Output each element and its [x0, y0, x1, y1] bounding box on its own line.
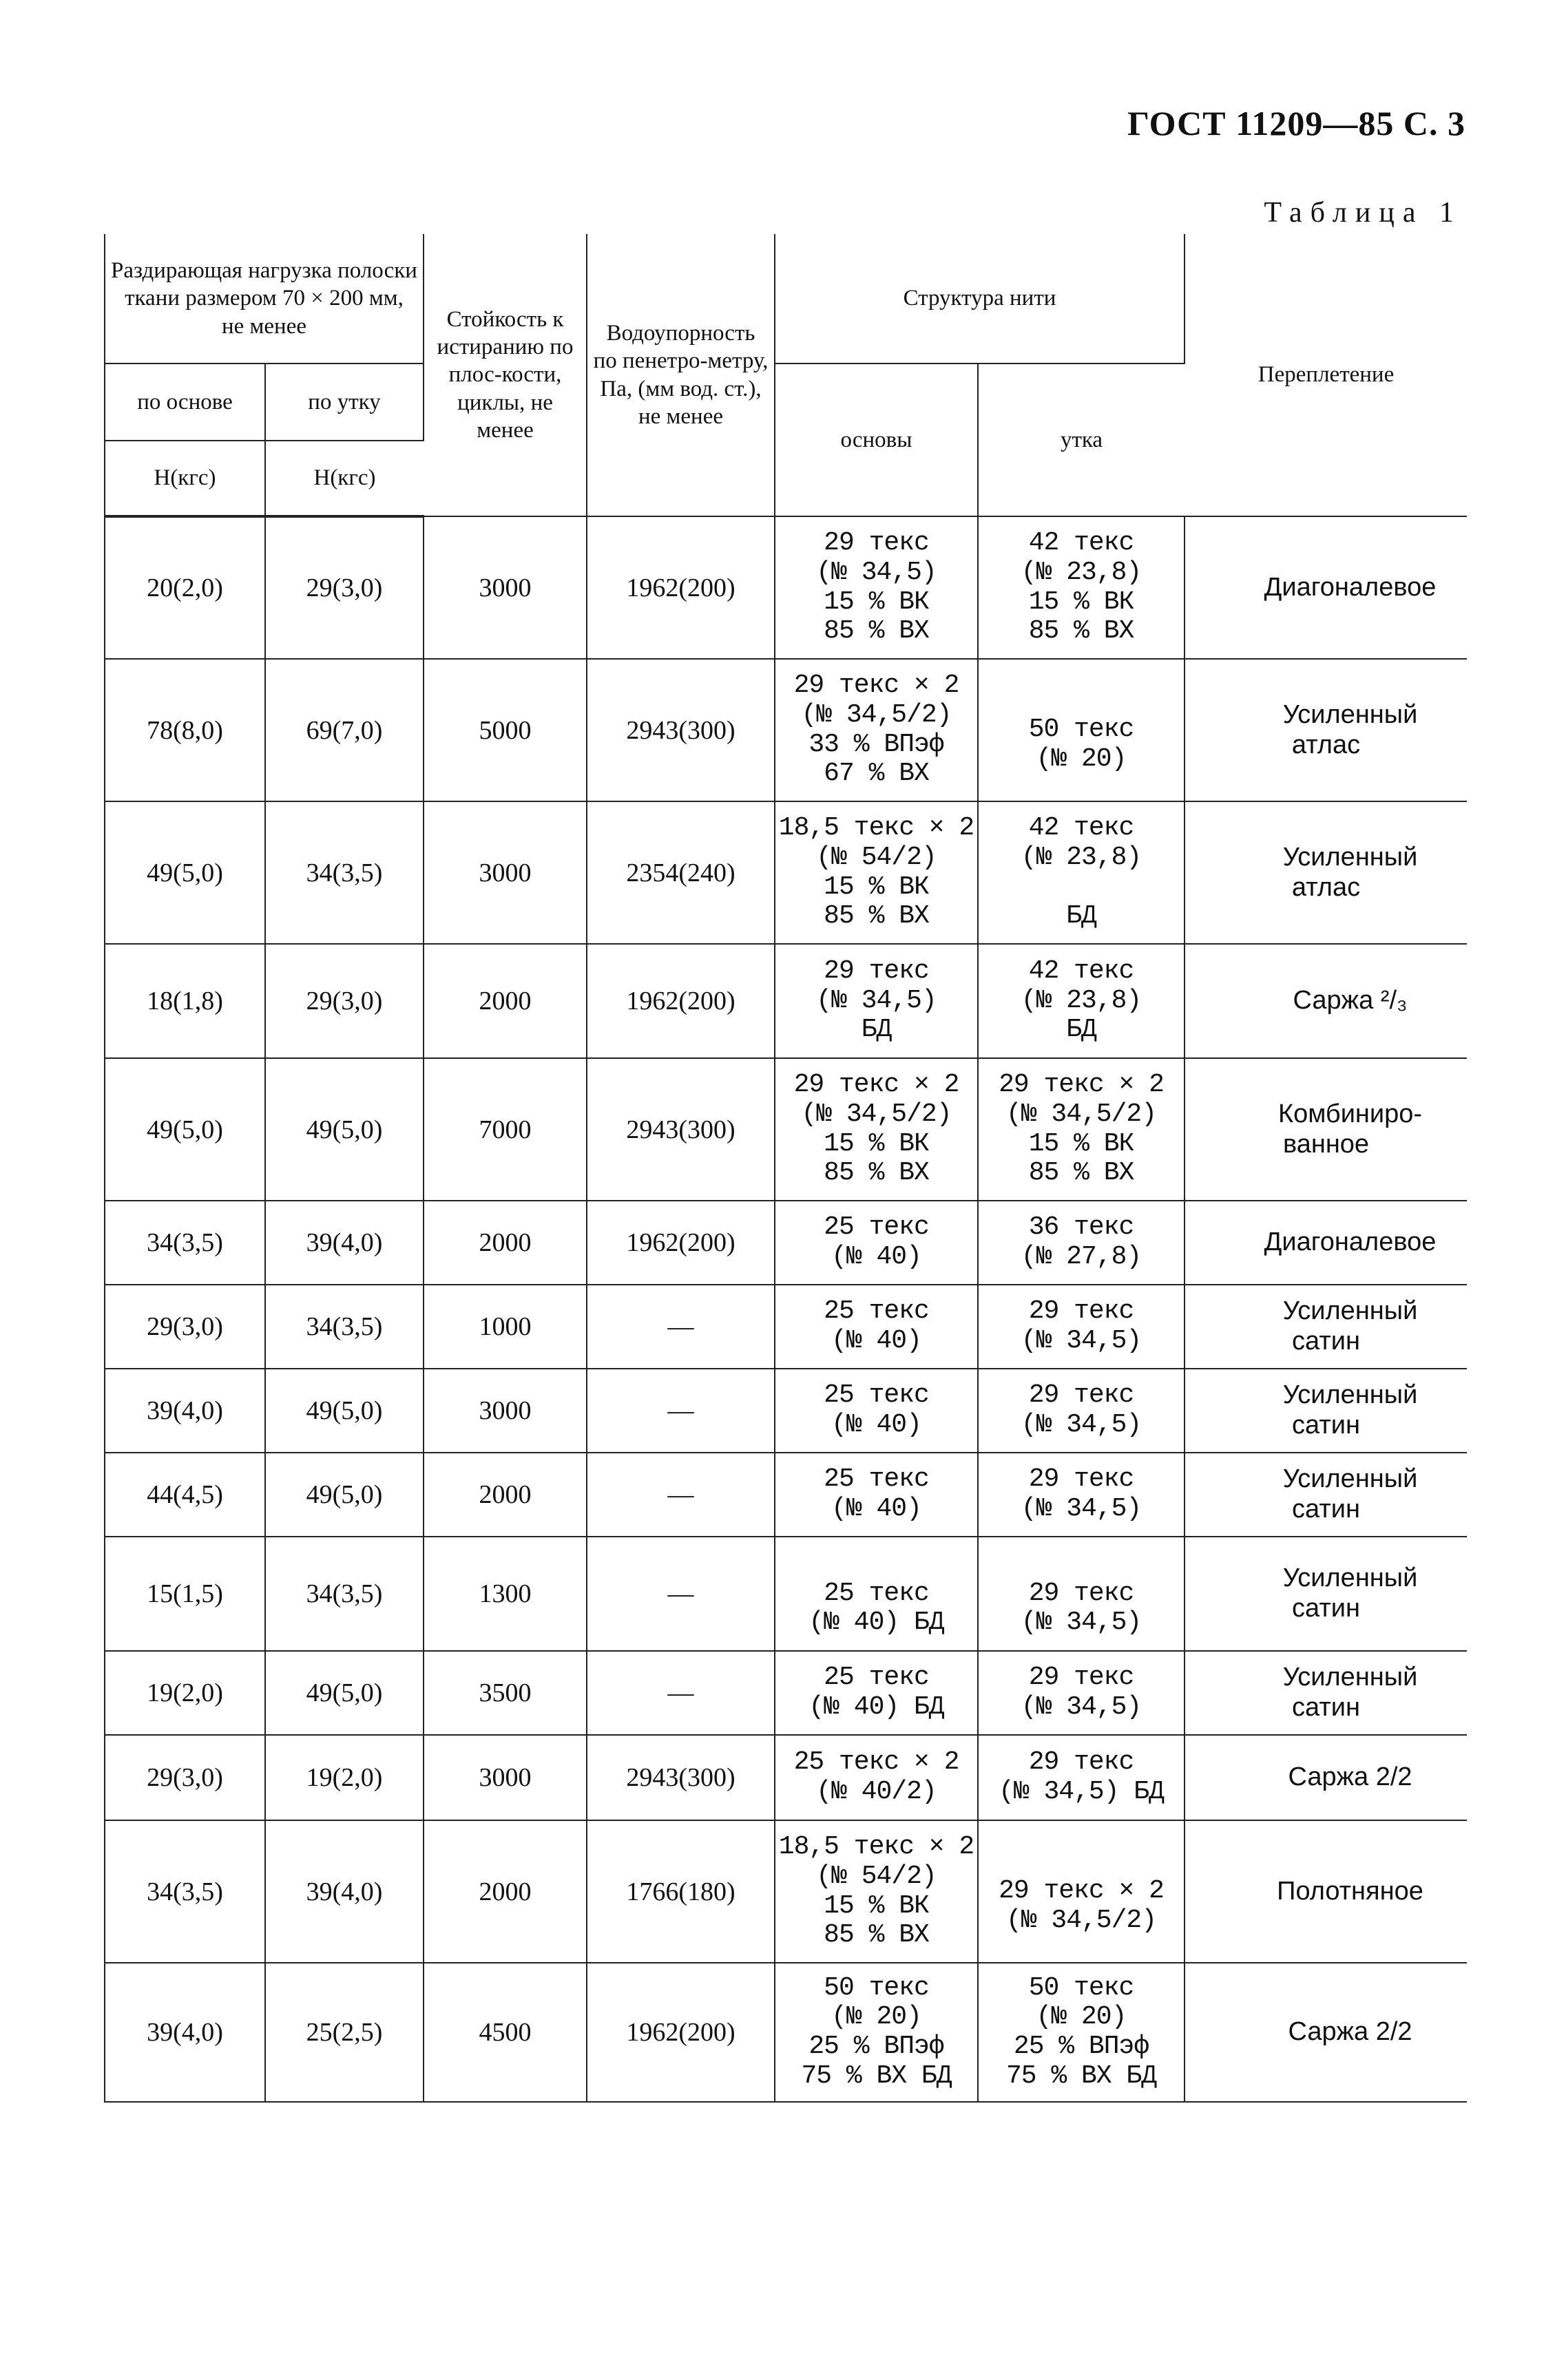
cell-line: Саржа ²/₃ — [1293, 986, 1408, 1015]
cell-weft-load: 39(4,0) — [265, 1820, 424, 1963]
cell-yarn-weft — [978, 801, 1184, 944]
cell-water-resistance: 2943(300) — [587, 1735, 775, 1820]
cell-line: 29 текс — [1028, 1663, 1134, 1693]
cell-yarn-weft — [978, 1285, 1184, 1369]
cell-abrasion: 3500 — [424, 1651, 587, 1735]
cell-weft-load: 34(3,5) — [265, 1285, 424, 1369]
cell-line: Саржа 2/2 — [1288, 2017, 1412, 2047]
cell-yarn-warp — [775, 1201, 978, 1285]
cell-line: 15 % ВК — [1028, 587, 1134, 617]
cell-line: Усиленный — [1282, 842, 1418, 872]
cell-warp-load: 15(1,5) — [105, 1537, 265, 1651]
header-yarn-weft: утка — [978, 364, 1184, 516]
cell-yarn-warp — [775, 1058, 978, 1201]
cell-yarn-weft — [978, 1537, 1184, 1651]
cell-line: Саржа 2/2 — [1288, 1762, 1412, 1792]
header-weft: по утку — [265, 364, 424, 441]
cell-weave — [1184, 1651, 1467, 1735]
margin-cell — [72, 1651, 105, 1735]
cell-line: (№ 40) — [831, 1494, 921, 1524]
cell-weft-load: 49(5,0) — [265, 1369, 424, 1453]
cell-line: 29 текс — [824, 956, 929, 987]
margin-cell — [72, 1058, 105, 1201]
table-row — [72, 801, 1467, 944]
cell-water-resistance: — — [587, 1651, 775, 1735]
cell-line: 42 текс — [1028, 813, 1134, 843]
cell-water-resistance: 1766(180) — [587, 1820, 775, 1963]
cell-weft-load: 49(5,0) — [265, 1453, 424, 1537]
cell-line — [979, 1848, 1184, 1877]
table-row — [72, 1963, 1467, 2102]
cell-yarn-warp — [775, 1820, 978, 1963]
cell-weft-load: 29(3,0) — [265, 516, 424, 659]
cell-yarn-weft — [978, 516, 1184, 659]
cell-line: (№ 34,5) — [1021, 1692, 1142, 1722]
cell-line: (№ 34,5) — [816, 557, 937, 587]
cell-line: (№ 34,5/2) — [801, 699, 952, 730]
cell-line: 25 текс — [824, 1663, 929, 1693]
margin-cell — [72, 801, 105, 944]
cell-warp-load: 20(2,0) — [105, 516, 265, 659]
cell-abrasion: 2000 — [424, 944, 587, 1058]
cell-line — [979, 873, 1184, 903]
margin-cell — [72, 944, 105, 1058]
cell-line: 25 текс — [824, 1380, 929, 1411]
cell-weave — [1184, 1369, 1467, 1453]
cell-line: (№ 40) БД — [808, 1608, 944, 1638]
cell-yarn-warp — [775, 1369, 978, 1453]
cell-line: сатин — [1292, 1327, 1360, 1356]
cell-weft-load: 69(7,0) — [265, 659, 424, 801]
cell-yarn-warp — [775, 1963, 978, 2102]
cell-abrasion: 3000 — [424, 1369, 587, 1453]
cell-abrasion: 2000 — [424, 1201, 587, 1285]
cell-line: 42 текс — [1028, 956, 1134, 987]
cell-line: (№ 23,8) — [1021, 985, 1142, 1015]
margin-cell — [72, 1537, 105, 1651]
cell-yarn-warp — [775, 944, 978, 1058]
cell-weft-load: 34(3,5) — [265, 1537, 424, 1651]
cell-line: 29 текс — [1028, 1380, 1134, 1411]
cell-weave — [1184, 516, 1467, 659]
cell-water-resistance: — — [587, 1369, 775, 1453]
header-weave: Переплетение — [1184, 234, 1467, 516]
cell-abrasion: 3000 — [424, 516, 587, 659]
cell-yarn-weft — [978, 659, 1184, 801]
cell-line: 85 % ВХ — [824, 616, 929, 646]
cell-yarn-weft — [978, 1453, 1184, 1537]
cell-line: (№ 34,5) — [1021, 1608, 1142, 1638]
cell-line: 42 текс — [1028, 528, 1134, 558]
cell-line: 85 % ВХ — [824, 901, 929, 931]
blank-margin-col — [72, 234, 105, 516]
cell-abrasion: 1300 — [424, 1537, 587, 1651]
header-unit-warp: Н(кгс) — [105, 441, 265, 516]
cell-line: Усиленный — [1282, 1663, 1418, 1692]
cell-yarn-weft — [978, 1735, 1184, 1820]
cell-weave — [1184, 1058, 1467, 1201]
cell-line: 29 текс × 2 — [999, 1070, 1164, 1100]
cell-line: 25 текс × 2 — [793, 1747, 959, 1778]
cell-line: 75 % ВХ БД — [801, 2061, 952, 2091]
cell-yarn-warp — [775, 1285, 978, 1369]
cell-line: (№ 23,8) — [1021, 842, 1142, 872]
cell-line: (№ 34,5) — [1021, 1326, 1142, 1356]
margin-cell — [72, 516, 105, 659]
cell-line: (№ 23,8) — [1021, 557, 1142, 587]
cell-line: 29 текс — [1028, 1296, 1134, 1327]
cell-yarn-weft — [978, 1651, 1184, 1735]
cell-line: Комбиниро- — [1277, 1099, 1423, 1128]
table-row — [72, 1651, 1467, 1735]
margin-cell — [72, 1369, 105, 1453]
cell-line: (№ 54/2) — [816, 1861, 937, 1891]
cell-water-resistance: 2354(240) — [587, 801, 775, 944]
cell-line — [775, 1550, 977, 1579]
cell-line: 85 % ВХ — [1028, 1158, 1134, 1188]
cell-abrasion: 7000 — [424, 1058, 587, 1201]
cell-line: (№ 40) — [831, 1242, 921, 1272]
cell-line: 29 текс — [824, 528, 929, 558]
cell-line: (№ 20) — [831, 2002, 921, 2032]
table-row — [72, 1735, 1467, 1820]
cell-warp-load: 29(3,0) — [105, 1735, 265, 1820]
cell-line: 25 % ВПэф — [808, 2032, 944, 2061]
cell-line: Усиленный — [1282, 1464, 1418, 1494]
cell-water-resistance: 1962(200) — [587, 1963, 775, 2102]
cell-line: 85 % ВХ — [824, 1920, 929, 1950]
cell-warp-load: 39(4,0) — [105, 1369, 265, 1453]
cell-yarn-weft — [978, 1963, 1184, 2102]
cell-line: Усиленный — [1282, 699, 1418, 729]
cell-weave — [1184, 1735, 1467, 1820]
margin-cell — [72, 1285, 105, 1369]
table-row — [72, 516, 1467, 659]
cell-weave — [1184, 1453, 1467, 1537]
cell-weft-load: 49(5,0) — [265, 1651, 424, 1735]
table-caption: Таблица 1 — [1264, 197, 1462, 229]
cell-yarn-warp — [775, 659, 978, 801]
table-row — [72, 1201, 1467, 1285]
cell-yarn-weft — [978, 1369, 1184, 1453]
cell-water-resistance: 1962(200) — [587, 516, 775, 659]
header-warp: по основе — [105, 364, 265, 441]
table-row — [72, 1453, 1467, 1537]
cell-abrasion: 1000 — [424, 1285, 587, 1369]
cell-line: (№ 40) — [831, 1326, 921, 1356]
cell-line — [979, 1550, 1184, 1579]
cell-line: (№ 40) БД — [808, 1692, 944, 1722]
cell-line: 67 % ВХ — [824, 759, 929, 789]
cell-line: (№ 40/2) — [816, 1777, 937, 1807]
cell-line: БД — [861, 1015, 892, 1045]
cell-line — [979, 686, 1184, 716]
cell-line: 15 % ВК — [1028, 1128, 1134, 1159]
margin-cell — [72, 1963, 105, 2102]
cell-yarn-warp — [775, 1735, 978, 1820]
cell-line: 29 текс — [1028, 1464, 1134, 1495]
cell-warp-load: 29(3,0) — [105, 1285, 265, 1369]
cell-line: (№ 34,5/2) — [1005, 1099, 1157, 1129]
cell-water-resistance: 2943(300) — [587, 659, 775, 801]
cell-water-resistance: 2943(300) — [587, 1058, 775, 1201]
cell-weave — [1184, 1820, 1467, 1963]
header-water-resistance: Водоупорность по пенетро-метру, Па, (мм вод. ст.), не менее — [587, 234, 775, 516]
cell-line: 18,5 текс × 2 — [778, 1832, 974, 1862]
cell-line: 15 % ВК — [824, 1128, 929, 1159]
cell-weave — [1184, 944, 1467, 1058]
cell-line: 33 % ВПэф — [808, 729, 944, 759]
page-header: ГОСТ 11209—85 С. 3 — [1127, 104, 1465, 143]
cell-line: Диагоналевое — [1264, 1228, 1437, 1257]
cell-line: 25 текс — [824, 1464, 929, 1495]
cell-line: (№ 54/2) — [816, 842, 937, 872]
cell-line: 25 текс — [824, 1212, 929, 1243]
cell-weft-load: 49(5,0) — [265, 1058, 424, 1201]
cell-line: 29 текс × 2 — [793, 1070, 959, 1100]
cell-line: 29 текс × 2 — [999, 1876, 1164, 1906]
cell-line: 25 текс — [824, 1296, 929, 1327]
cell-line: (№ 34,5) — [816, 985, 937, 1015]
cell-line: 85 % ВХ — [824, 1158, 929, 1188]
cell-line: сатин — [1292, 1693, 1360, 1722]
cell-line: 50 текс — [824, 1972, 929, 2003]
table-row — [72, 659, 1467, 801]
table-row — [72, 1369, 1467, 1453]
cell-weave — [1184, 659, 1467, 801]
cell-yarn-weft — [978, 1201, 1184, 1285]
cell-abrasion: 2000 — [424, 1820, 587, 1963]
cell-line: (№ 34,5) — [1021, 1494, 1142, 1524]
cell-yarn-warp — [775, 1651, 978, 1735]
cell-yarn-weft — [978, 1820, 1184, 1963]
cell-line: сатин — [1292, 1411, 1360, 1440]
cell-line: (№ 34,5) БД — [999, 1777, 1164, 1807]
cell-abrasion: 3000 — [424, 1735, 587, 1820]
cell-line: 18,5 текс × 2 — [778, 813, 974, 843]
cell-line: атлас — [1291, 872, 1361, 902]
cell-line: 25 текс — [824, 1578, 929, 1608]
cell-water-resistance: — — [587, 1537, 775, 1651]
cell-weave — [1184, 1537, 1467, 1651]
header-yarn-warp: основы — [775, 364, 978, 516]
table-row — [72, 1537, 1467, 1651]
cell-weft-load: 34(3,5) — [265, 801, 424, 944]
cell-line: БД — [1066, 901, 1096, 931]
cell-line: 50 текс — [1028, 715, 1134, 745]
cell-abrasion: 3000 — [424, 801, 587, 944]
cell-line: Диагоналевое — [1264, 572, 1437, 602]
cell-warp-load: 49(5,0) — [105, 801, 265, 944]
cell-warp-load: 18(1,8) — [105, 944, 265, 1058]
cell-line: ванное — [1282, 1129, 1370, 1159]
cell-weave — [1184, 1285, 1467, 1369]
cell-weave — [1184, 1201, 1467, 1285]
cell-water-resistance: 1962(200) — [587, 1201, 775, 1285]
cell-line: (№ 34,5/2) — [801, 1099, 952, 1129]
cell-line: 36 текс — [1028, 1212, 1134, 1243]
cell-weft-load: 25(2,5) — [265, 1963, 424, 2102]
cell-warp-load: 49(5,0) — [105, 1058, 265, 1201]
cell-warp-load: 78(8,0) — [105, 659, 265, 801]
margin-cell — [72, 1820, 105, 1963]
cell-line: Усиленный — [1282, 1380, 1418, 1410]
cell-line: Усиленный — [1282, 1563, 1418, 1593]
cell-warp-load: 44(4,5) — [105, 1453, 265, 1537]
cell-line: Полотняное — [1277, 1876, 1423, 1906]
margin-cell — [72, 659, 105, 801]
table-row — [72, 1285, 1467, 1369]
cell-yarn-warp — [775, 516, 978, 659]
cell-line: 29 текс × 2 — [793, 671, 959, 701]
cell-water-resistance: — — [587, 1285, 775, 1369]
cell-weave — [1184, 801, 1467, 944]
cell-line: (№ 20) — [1036, 2002, 1127, 2032]
cell-line: (№ 27,8) — [1021, 1242, 1142, 1272]
cell-weft-load: 19(2,0) — [265, 1735, 424, 1820]
cell-line: сатин — [1292, 1495, 1360, 1524]
cell-abrasion: 4500 — [424, 1963, 587, 2102]
cell-yarn-warp — [775, 801, 978, 944]
cell-line: 29 текс — [1028, 1578, 1134, 1608]
header-tear-load: Раздирающая нагрузка полоски ткани размером 70 × 200 мм, не менее — [105, 234, 424, 364]
cell-line: БД — [1066, 1015, 1096, 1045]
cell-warp-load: 34(3,5) — [105, 1201, 265, 1285]
cell-warp-load: 39(4,0) — [105, 1963, 265, 2102]
cell-yarn-warp — [775, 1537, 978, 1651]
cell-abrasion: 5000 — [424, 659, 587, 801]
cell-weft-load: 29(3,0) — [265, 944, 424, 1058]
cell-line: 75 % ВХ БД — [1005, 2061, 1157, 2091]
cell-yarn-warp — [775, 1453, 978, 1537]
cell-warp-load: 34(3,5) — [105, 1820, 265, 1963]
cell-line: 29 текс — [1028, 1747, 1134, 1778]
specification-table — [72, 234, 1467, 2103]
cell-water-resistance: 1962(200) — [587, 944, 775, 1058]
cell-abrasion: 2000 — [424, 1453, 587, 1537]
cell-line: Усиленный — [1282, 1296, 1418, 1326]
header-unit-weft: Н(кгс) — [265, 441, 424, 516]
cell-weft-load: 39(4,0) — [265, 1201, 424, 1285]
cell-line: 15 % ВК — [824, 587, 929, 617]
cell-line: (№ 40) — [831, 1410, 921, 1440]
cell-line: (№ 34,5) — [1021, 1410, 1142, 1440]
cell-line: 15 % ВК — [824, 1891, 929, 1921]
cell-line: 50 текс — [1028, 1972, 1134, 2003]
cell-line: 85 % ВХ — [1028, 616, 1134, 646]
table-row — [72, 944, 1467, 1058]
cell-warp-load: 19(2,0) — [105, 1651, 265, 1735]
table-row — [72, 1058, 1467, 1201]
cell-water-resistance: — — [587, 1453, 775, 1537]
margin-cell — [72, 1453, 105, 1537]
cell-line: 25 % ВПэф — [1013, 2032, 1149, 2061]
header-abrasion: Стойкость к истиранию по плос-кости, циклы, не менее — [424, 234, 587, 516]
cell-line: (№ 20) — [1036, 744, 1127, 774]
table-row — [72, 1820, 1467, 1963]
cell-line: 15 % ВК — [824, 872, 929, 902]
cell-line: (№ 34,5/2) — [1005, 1905, 1157, 1935]
cell-line: сатин — [1292, 1594, 1360, 1623]
header-yarn-structure: Структура нити — [775, 234, 1184, 364]
cell-yarn-weft — [978, 1058, 1184, 1201]
cell-line: атлас — [1291, 730, 1361, 759]
cell-weave — [1184, 1963, 1467, 2102]
cell-yarn-weft — [978, 944, 1184, 1058]
margin-cell — [72, 1735, 105, 1820]
margin-cell — [72, 1201, 105, 1285]
